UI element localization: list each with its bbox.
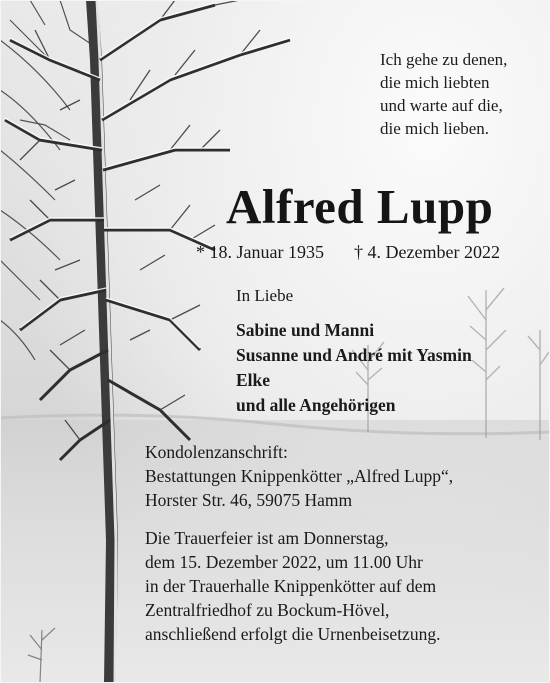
condolence-line: Kondolenzanschrift: xyxy=(145,442,288,462)
condolence-address xyxy=(145,440,453,512)
condolence-line: Horster Str. 46, 59075 Hamm xyxy=(145,490,353,510)
ceremony-line: in der Trauerhalle Knippenkötter auf dem xyxy=(145,576,437,596)
quote-line: die mich lieben. xyxy=(380,119,490,138)
deceased-name: Alfred Lupp xyxy=(226,179,494,234)
mourner-name: Susanne und André mit Yasmin xyxy=(236,345,472,365)
funeral-ceremony-details xyxy=(145,526,440,646)
mourner-name: und alle Angehörigen xyxy=(236,395,396,415)
quote-line: Ich gehe zu denen, xyxy=(380,50,508,69)
condolence-line: Bestattungen Knippenkötter „Alfred Lupp“, xyxy=(145,466,454,486)
ceremony-line: Zentralfriedhof zu Bockum-Hövel, xyxy=(145,600,390,620)
quote-line: und warte auf die, xyxy=(380,96,503,115)
ceremony-line: dem 15. Dezember 2022, um 11.00 Uhr xyxy=(145,552,423,572)
death-date: † 4. Dezember 2022 xyxy=(354,242,500,262)
mourners-list xyxy=(236,318,472,418)
mourner-name: Elke xyxy=(236,370,271,390)
birth-date: * 18. Januar 1935 xyxy=(196,242,324,262)
mourners-intro: In Liebe xyxy=(236,286,294,305)
ceremony-line: Die Trauerfeier ist am Donnerstag, xyxy=(145,528,389,548)
ceremony-line: anschließend erfolgt die Urnenbeisetzung. xyxy=(145,624,441,644)
mourner-name: Sabine und Manni xyxy=(236,320,375,340)
quote-line: die mich liebten xyxy=(380,73,490,92)
memorial-quote xyxy=(380,48,507,140)
